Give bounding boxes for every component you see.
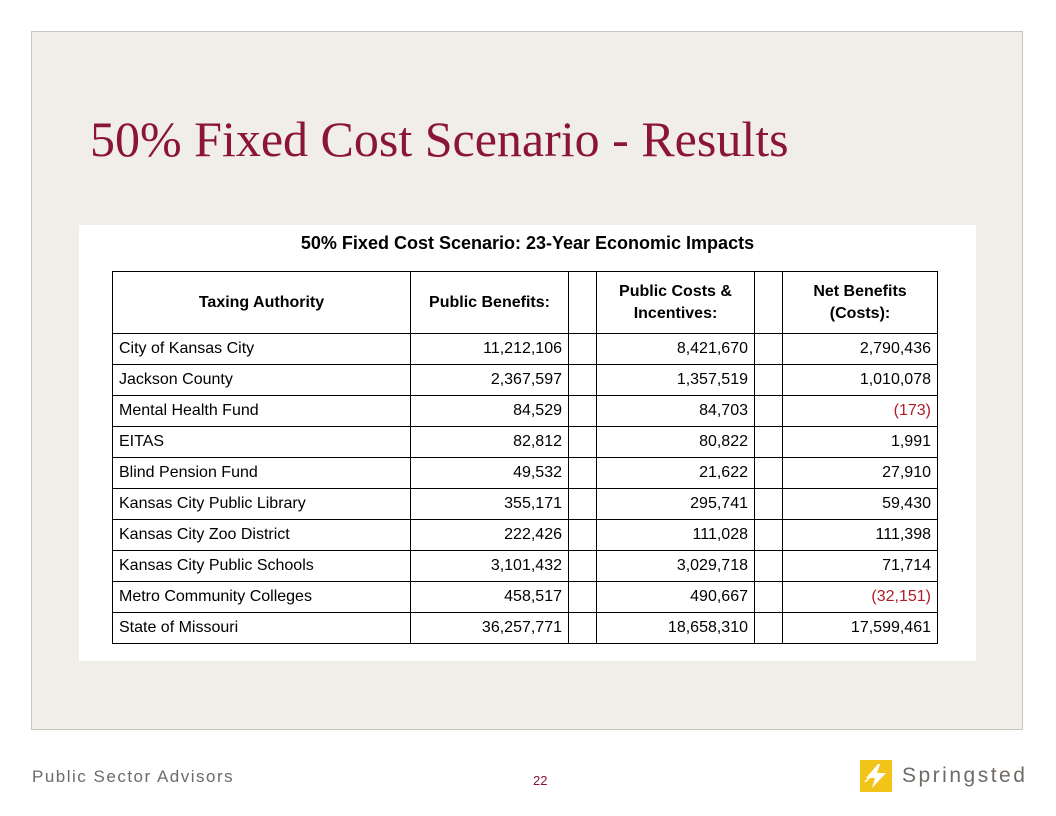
spacer-cell (569, 520, 597, 551)
cell-net-benefits: 17,599,461 (783, 613, 938, 644)
spacer-cell (755, 613, 783, 644)
table-row (113, 334, 938, 365)
cell-taxing-authority: Jackson County (113, 365, 411, 396)
footer-tagline: Public Sector Advisors (32, 767, 235, 786)
spacer-cell (755, 427, 783, 458)
cell-net-benefits: (173) (783, 396, 938, 427)
cell-public-costs: 21,622 (597, 458, 755, 489)
springsted-bolt-icon (860, 760, 892, 792)
cell-public-benefits: 2,367,597 (411, 365, 569, 396)
table-card (79, 225, 976, 661)
spacer-cell (569, 427, 597, 458)
spacer-cell (755, 551, 783, 582)
cell-public-costs: 18,658,310 (597, 613, 755, 644)
cell-net-benefits: 71,714 (783, 551, 938, 582)
spacer-column-header (755, 272, 783, 334)
spacer-cell (569, 551, 597, 582)
header-public-benefits: Public Benefits: (411, 272, 569, 334)
cell-public-benefits: 36,257,771 (411, 613, 569, 644)
cell-taxing-authority: EITAS (113, 427, 411, 458)
cell-public-benefits: 355,171 (411, 489, 569, 520)
spacer-cell (755, 489, 783, 520)
cell-net-benefits: 59,430 (783, 489, 938, 520)
table-row (113, 396, 938, 427)
header-taxing-authority: Taxing Authority (113, 272, 411, 334)
spacer-cell (755, 365, 783, 396)
economic-impacts-table (112, 271, 938, 644)
table-title: 50% Fixed Cost Scenario: 23-Year Economic Impacts (300, 233, 755, 253)
cell-public-benefits: 222,426 (411, 520, 569, 551)
cell-public-costs: 8,421,670 (597, 334, 755, 365)
cell-taxing-authority: Blind Pension Fund (113, 458, 411, 489)
cell-taxing-authority: Kansas City Public Library (113, 489, 411, 520)
spacer-cell (569, 396, 597, 427)
table-body (113, 334, 938, 644)
spacer-cell (569, 334, 597, 365)
cell-net-benefits: 2,790,436 (783, 334, 938, 365)
cell-public-costs: 80,822 (597, 427, 755, 458)
spacer-cell (569, 582, 597, 613)
spacer-cell (755, 334, 783, 365)
cell-public-costs: 111,028 (597, 520, 755, 551)
header-net-benefits-line1: Net Benefits (813, 282, 907, 300)
header-public-costs (597, 272, 755, 334)
springsted-logo (860, 760, 1027, 792)
table-row (113, 427, 938, 458)
spacer-cell (569, 489, 597, 520)
header-public-costs-line2: Incentives: (633, 304, 718, 322)
header-net-benefits-line2: (Costs): (829, 304, 891, 322)
spacer-cell (569, 365, 597, 396)
table-row (113, 551, 938, 582)
table-row (113, 613, 938, 644)
spacer-cell (755, 458, 783, 489)
cell-public-benefits: 458,517 (411, 582, 569, 613)
spacer-cell (755, 520, 783, 551)
cell-net-benefits: 27,910 (783, 458, 938, 489)
cell-taxing-authority: Metro Community Colleges (113, 582, 411, 613)
cell-taxing-authority: State of Missouri (113, 613, 411, 644)
cell-public-benefits: 3,101,432 (411, 551, 569, 582)
cell-public-benefits: 82,812 (411, 427, 569, 458)
cell-public-costs: 1,357,519 (597, 365, 755, 396)
cell-net-benefits: 1,010,078 (783, 365, 938, 396)
cell-public-costs: 3,029,718 (597, 551, 755, 582)
spacer-column-header (569, 272, 597, 334)
page-number: 22 (533, 773, 548, 788)
spacer-cell (569, 613, 597, 644)
table-row (113, 582, 938, 613)
logo-text: Springsted (902, 764, 1028, 787)
cell-taxing-authority: Kansas City Zoo District (113, 520, 411, 551)
cell-public-benefits: 84,529 (411, 396, 569, 427)
spacer-cell (755, 396, 783, 427)
cell-public-costs: 490,667 (597, 582, 755, 613)
cell-net-benefits: (32,151) (783, 582, 938, 613)
slide-title: 50% Fixed Cost Scenario - Results (90, 111, 789, 167)
spacer-cell (755, 582, 783, 613)
table-header-row (113, 272, 938, 334)
cell-net-benefits: 111,398 (783, 520, 938, 551)
cell-public-costs: 295,741 (597, 489, 755, 520)
cell-public-benefits: 49,532 (411, 458, 569, 489)
header-net-benefits (783, 272, 938, 334)
table-row (113, 520, 938, 551)
cell-net-benefits: 1,991 (783, 427, 938, 458)
header-public-costs-line1: Public Costs & (619, 282, 732, 300)
cell-taxing-authority: Kansas City Public Schools (113, 551, 411, 582)
cell-taxing-authority: Mental Health Fund (113, 396, 411, 427)
table-row (113, 489, 938, 520)
cell-public-costs: 84,703 (597, 396, 755, 427)
table-row (113, 458, 938, 489)
table-row (113, 365, 938, 396)
cell-public-benefits: 11,212,106 (411, 334, 569, 365)
spacer-cell (569, 458, 597, 489)
cell-taxing-authority: City of Kansas City (113, 334, 411, 365)
